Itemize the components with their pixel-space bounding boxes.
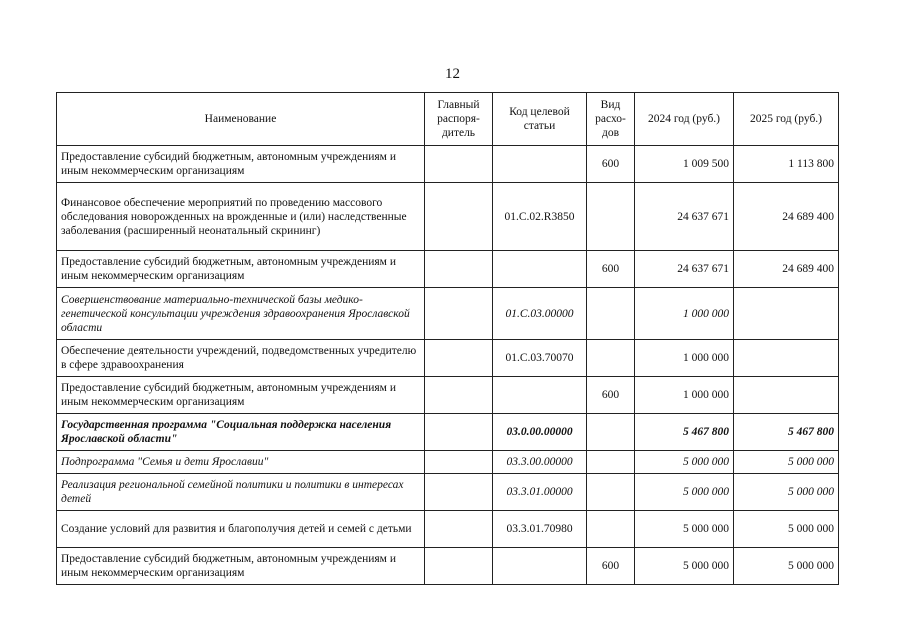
cell-name: Государственная программа "Социальная поддержка населения Ярославской области" bbox=[57, 414, 425, 451]
cell-admin bbox=[425, 340, 493, 377]
table-row bbox=[57, 451, 839, 474]
cell-code: 03.3.00.00000 bbox=[493, 451, 587, 474]
header-2025: 2025 год (руб.) bbox=[734, 93, 839, 146]
cell-name: Реализация региональной семейной политики и политики в интересах детей bbox=[57, 474, 425, 511]
cell-2024: 24 637 671 bbox=[635, 183, 734, 251]
cell-admin bbox=[425, 183, 493, 251]
cell-2024: 1 009 500 bbox=[635, 146, 734, 183]
header-code: Код целевой статьи bbox=[493, 93, 587, 146]
cell-expense-type: 600 bbox=[587, 251, 635, 288]
cell-expense-type bbox=[587, 414, 635, 451]
cell-name: Предоставление субсидий бюджетным, автономным учреждениям и иным некоммерческим организациям bbox=[57, 146, 425, 183]
cell-name: Обеспечение деятельности учреждений, подведомственных учредителю в сфере здравоохранения bbox=[57, 340, 425, 377]
cell-code: 03.3.01.70980 bbox=[493, 511, 587, 548]
cell-admin bbox=[425, 474, 493, 511]
table-row bbox=[57, 288, 839, 340]
table-row bbox=[57, 183, 839, 251]
cell-2025: 5 000 000 bbox=[734, 451, 839, 474]
table-row bbox=[57, 414, 839, 451]
cell-code: 03.0.00.00000 bbox=[493, 414, 587, 451]
cell-code: 01.С.02.R3850 bbox=[493, 183, 587, 251]
cell-2025: 24 689 400 bbox=[734, 251, 839, 288]
cell-2024: 5 000 000 bbox=[635, 548, 734, 585]
cell-expense-type bbox=[587, 288, 635, 340]
cell-admin bbox=[425, 414, 493, 451]
table-row bbox=[57, 377, 839, 414]
cell-admin bbox=[425, 251, 493, 288]
header-name: Наименование bbox=[57, 93, 425, 146]
cell-2024: 5 000 000 bbox=[635, 474, 734, 511]
cell-expense-type: 600 bbox=[587, 377, 635, 414]
cell-name: Предоставление субсидий бюджетным, автономным учреждениям и иным некоммерческим организациям bbox=[57, 251, 425, 288]
cell-code bbox=[493, 377, 587, 414]
table-row bbox=[57, 340, 839, 377]
cell-2024: 1 000 000 bbox=[635, 377, 734, 414]
table-header-row bbox=[57, 93, 839, 146]
header-admin: Главный распоря-дитель bbox=[425, 93, 493, 146]
cell-2025: 5 000 000 bbox=[734, 511, 839, 548]
cell-2024: 5 000 000 bbox=[635, 511, 734, 548]
cell-admin bbox=[425, 146, 493, 183]
cell-2025: 5 467 800 bbox=[734, 414, 839, 451]
cell-expense-type bbox=[587, 183, 635, 251]
cell-expense-type: 600 bbox=[587, 548, 635, 585]
cell-admin bbox=[425, 548, 493, 585]
cell-code bbox=[493, 146, 587, 183]
cell-2024: 1 000 000 bbox=[635, 340, 734, 377]
cell-admin bbox=[425, 377, 493, 414]
page-number: 12 bbox=[445, 66, 460, 82]
cell-expense-type: 600 bbox=[587, 146, 635, 183]
table-row bbox=[57, 251, 839, 288]
cell-code bbox=[493, 251, 587, 288]
cell-name: Подпрограмма "Семья и дети Ярославии" bbox=[57, 451, 425, 474]
cell-expense-type bbox=[587, 340, 635, 377]
cell-admin bbox=[425, 511, 493, 548]
cell-expense-type bbox=[587, 474, 635, 511]
cell-2025 bbox=[734, 377, 839, 414]
cell-2025: 5 000 000 bbox=[734, 548, 839, 585]
table-row bbox=[57, 511, 839, 548]
cell-code bbox=[493, 548, 587, 585]
cell-2024: 5 000 000 bbox=[635, 451, 734, 474]
cell-2025: 5 000 000 bbox=[734, 474, 839, 511]
cell-2025 bbox=[734, 288, 839, 340]
header-expense-type: Вид расхо-дов bbox=[587, 93, 635, 146]
budget-table bbox=[56, 92, 839, 585]
cell-2025: 1 113 800 bbox=[734, 146, 839, 183]
cell-name: Совершенствование материально-технической базы медико-генетической консультации учреждения здравоохранения Ярославской области bbox=[57, 288, 425, 340]
cell-name: Финансовое обеспечение мероприятий по проведению массового обследования новорожденных на врожденные и (или) наследственные заболевания (расширенный неонатальный скрининг) bbox=[57, 183, 425, 251]
cell-2024: 1 000 000 bbox=[635, 288, 734, 340]
cell-2024: 5 467 800 bbox=[635, 414, 734, 451]
cell-2025 bbox=[734, 340, 839, 377]
cell-code: 03.3.01.00000 bbox=[493, 474, 587, 511]
header-2024: 2024 год (руб.) bbox=[635, 93, 734, 146]
cell-code: 01.С.03.70070 bbox=[493, 340, 587, 377]
cell-expense-type bbox=[587, 451, 635, 474]
cell-name: Предоставление субсидий бюджетным, автономным учреждениям и иным некоммерческим организациям bbox=[57, 548, 425, 585]
cell-2024: 24 637 671 bbox=[635, 251, 734, 288]
table-row bbox=[57, 548, 839, 585]
cell-2025: 24 689 400 bbox=[734, 183, 839, 251]
cell-admin bbox=[425, 451, 493, 474]
cell-name: Предоставление субсидий бюджетным, автономным учреждениям и иным некоммерческим организациям bbox=[57, 377, 425, 414]
cell-admin bbox=[425, 288, 493, 340]
table-row bbox=[57, 474, 839, 511]
table-row bbox=[57, 146, 839, 183]
cell-name: Создание условий для развития и благополучия детей и семей с детьми bbox=[57, 511, 425, 548]
cell-code: 01.С.03.00000 bbox=[493, 288, 587, 340]
cell-expense-type bbox=[587, 511, 635, 548]
